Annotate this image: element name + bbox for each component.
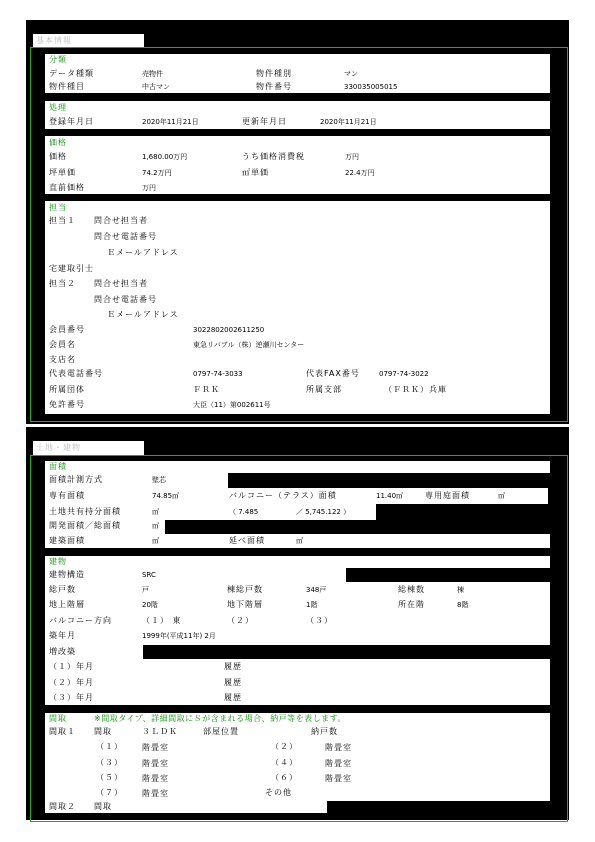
nobe-label: 延べ面積 (229, 536, 265, 545)
chika-label: 地下階層 (227, 600, 263, 609)
kozo-label: 建物構造 (49, 570, 85, 579)
kakaku-panel (45, 136, 550, 194)
nengetsu-2: （２）年月 (49, 678, 94, 687)
madori-heading: 間取 (49, 714, 67, 723)
senyu-value: 74.85㎡ (152, 492, 180, 500)
email2-label: Ｅメールアドレス (107, 310, 179, 319)
room-4: （４） (271, 758, 298, 767)
kakaku-value: 1,680.00万円 (142, 153, 188, 161)
rireki-3: 履歴 (224, 693, 242, 702)
koshin-value: 2020年11月21日 (320, 118, 377, 126)
balcony-label: バルコニー（テラス）面積 (229, 491, 337, 500)
daihyo-fax-value: 0797-74-3022 (379, 370, 429, 378)
koshin-label: 更新年月日 (242, 117, 287, 126)
somunesu-value: 棟 (457, 586, 464, 594)
toiawase-label: 問合せ担当者 (94, 216, 148, 225)
room-5-kaijo: 階畳室 (142, 774, 169, 783)
kozo-value: SRC (142, 571, 156, 579)
data-shubetsu-label: データ種類 (49, 69, 94, 78)
zokaichiku-label: 増改築 (49, 647, 76, 656)
toroku-label: 登録年月日 (49, 117, 94, 126)
data-shubetsu-value: 売物件 (142, 70, 163, 78)
tatemono-panel-c (45, 582, 550, 645)
bukken-bango-label: 物件番号 (256, 82, 292, 91)
m2-label: ㎡単価 (242, 168, 269, 177)
kyoyu-ratio-b: ／ 5,745.122 ） (296, 508, 351, 516)
room-6: （６） (271, 773, 298, 782)
kaiin-mei-value: 東急リバブル（株）逆瀬川センター (193, 341, 305, 349)
toroku-value: 2020年11月21日 (142, 118, 199, 126)
senyu-label: 専有面積 (49, 491, 85, 500)
bukken-shumoku-value: 中古マン (142, 83, 170, 91)
tosokosu-label: 棟総戸数 (227, 585, 263, 594)
room-6-kaijo: 階畳室 (325, 774, 352, 783)
sokosu-value: 戸 (142, 586, 149, 594)
bukken-shubetsu-value: マン (344, 70, 358, 78)
shibu-label: 所属支部 (306, 385, 342, 394)
kaihatsu-label: 開発面積／総面積 (49, 521, 121, 530)
daihyo-fax-label: 代表FAX番号 (306, 369, 360, 378)
tatemono-panel-e (45, 659, 550, 705)
madori1-madori-label: 間取 (94, 727, 112, 736)
kyoyu-value: ㎡ (152, 508, 159, 516)
niwa-label: 専用庭面積 (425, 491, 470, 500)
tsubo-label: 坪単価 (49, 168, 76, 177)
chokuzen-value: 万円 (142, 184, 156, 192)
room-1-kaijo: 階畳室 (142, 743, 169, 752)
balcony-hoko-label: バルコニー方向 (49, 616, 112, 625)
shiten-label: 支店名 (49, 355, 76, 364)
kenchiku-label: 建築面積 (49, 536, 85, 545)
room-5: （５） (96, 773, 123, 782)
toiawase2-label: 問合せ担当者 (94, 279, 148, 288)
nando-label: 納戸数 (311, 727, 338, 736)
nobe-value: ㎡ (296, 537, 303, 545)
shozoku-label: 所属団体 (49, 385, 85, 394)
madori2-madori-label: 間取 (94, 802, 112, 811)
madori1-value: ３ＬＤＫ (142, 727, 178, 736)
room-3-kaijo: 階畳室 (142, 759, 169, 768)
sokosu-label: 総戸数 (49, 585, 76, 594)
kaihatsu-value: ㎡ (152, 522, 159, 530)
menseki-heading: 面積 (49, 462, 67, 471)
bunrui-panel (45, 54, 550, 93)
m2-value: 22.4万円 (345, 169, 375, 177)
room-2: （２） (271, 742, 298, 751)
kyoyu-label: 土地共有持分面積 (49, 507, 121, 516)
section2-tab-label: 土地・建物 (36, 443, 81, 452)
bunrui-heading: 分類 (49, 55, 67, 64)
hoko-2: （２） (227, 616, 254, 625)
niwa-value: ㎡ (498, 492, 505, 500)
shohizei-label: うち価格消費税 (242, 152, 305, 161)
denwa-label: 問合せ電話番号 (94, 232, 157, 241)
keisoku-label: 面積計測方式 (49, 475, 103, 484)
takken-label: 宅建取引士 (49, 264, 94, 273)
tanto1-label: 担当１ (49, 216, 76, 225)
tatemono-panel-b (45, 568, 346, 582)
kakaku-label: 価格 (49, 152, 67, 161)
tsubo-value: 74.2万円 (142, 169, 172, 177)
bukken-shubetsu-label: 物件種別 (256, 69, 292, 78)
room-7-kaijo: 階畳室 (142, 789, 169, 798)
bukken-bango-value: 330035005015 (344, 83, 398, 91)
tanto2-label: 担当２ (49, 279, 76, 288)
menkyo-label: 免許番号 (49, 400, 85, 409)
rireki-2: 履歴 (224, 678, 242, 687)
madori-panel-b (45, 801, 327, 813)
shozai-value: 8階 (457, 601, 469, 609)
chijo-value: 20階 (142, 601, 158, 609)
room-7: （７） (96, 788, 123, 797)
madori2-label: 間取２ (49, 802, 76, 811)
tatemono-panel-a (45, 556, 550, 568)
kaiin-bango-label: 会員番号 (49, 325, 85, 334)
shozai-label: 所在階 (398, 600, 425, 609)
somunesu-label: 総棟数 (398, 585, 425, 594)
room-2-kaijo: 階畳室 (325, 743, 352, 752)
heya-ichi-label: 部屋位置 (203, 727, 239, 736)
room-1: （１） (96, 742, 123, 751)
email-label: Ｅメールアドレス (107, 248, 179, 257)
menkyo-value: 大臣（11）第002611号 (193, 401, 271, 409)
sonota-label: その他 (265, 788, 292, 797)
shozoku-value: ＦＲＫ (193, 385, 220, 394)
chikunen-label: 築年月 (49, 631, 76, 640)
tanto-heading: 担当 (49, 203, 67, 212)
chika-value: 1階 (306, 601, 318, 609)
shori-heading: 処理 (49, 103, 67, 112)
chikunen-value: 1999年(平成11年) 2月 (142, 632, 216, 640)
shohizei-value: 万円 (345, 153, 359, 161)
section1-tab-label: 基本情報 (36, 36, 72, 45)
kakaku-heading: 価格 (49, 138, 67, 147)
hoko-3: （３） (306, 616, 333, 625)
daihyo-tel-label: 代表電話番号 (49, 369, 103, 378)
chijo-label: 地上階層 (49, 600, 85, 609)
rireki-1: 履歴 (224, 662, 242, 671)
madori1-label: 間取１ (49, 727, 76, 736)
chokuzen-label: 直前価格 (49, 183, 85, 192)
shibu-value: （ＦＲＫ）兵庫 (384, 385, 447, 394)
room-3: （３） (96, 758, 123, 767)
tatemono-heading: 建物 (49, 557, 67, 566)
section1-bar (26, 20, 569, 34)
hoko-1: （１） 東 (142, 616, 182, 625)
kenchiku-value: ㎡ (152, 537, 159, 545)
madori-note: ※間取タイプ、詳細間取にＳが含まれる場合、納戸等を表します。 (94, 714, 347, 723)
nengetsu-3: （３）年月 (49, 693, 94, 702)
shori-panel (45, 101, 550, 129)
denwa2-label: 問合せ電話番号 (94, 295, 157, 304)
section2-bar (26, 427, 569, 441)
room-4-kaijo: 階畳室 (325, 759, 352, 768)
tosokosu-value: 348戸 (306, 586, 327, 594)
daihyo-tel-value: 0797-74-3033 (193, 370, 243, 378)
balcony-value: 11.40㎡ (376, 492, 404, 500)
nengetsu-1: （１）年月 (49, 662, 94, 671)
kaiin-bango-value: 3022802002611250 (193, 326, 265, 334)
keisoku-value: 壁芯 (152, 476, 166, 484)
kyoyu-ratio-a: （ 7.485 (229, 508, 259, 516)
bukken-shumoku-label: 物件種目 (49, 82, 85, 91)
kaiin-mei-label: 会員名 (49, 340, 76, 349)
menseki-panel-a (45, 461, 550, 473)
